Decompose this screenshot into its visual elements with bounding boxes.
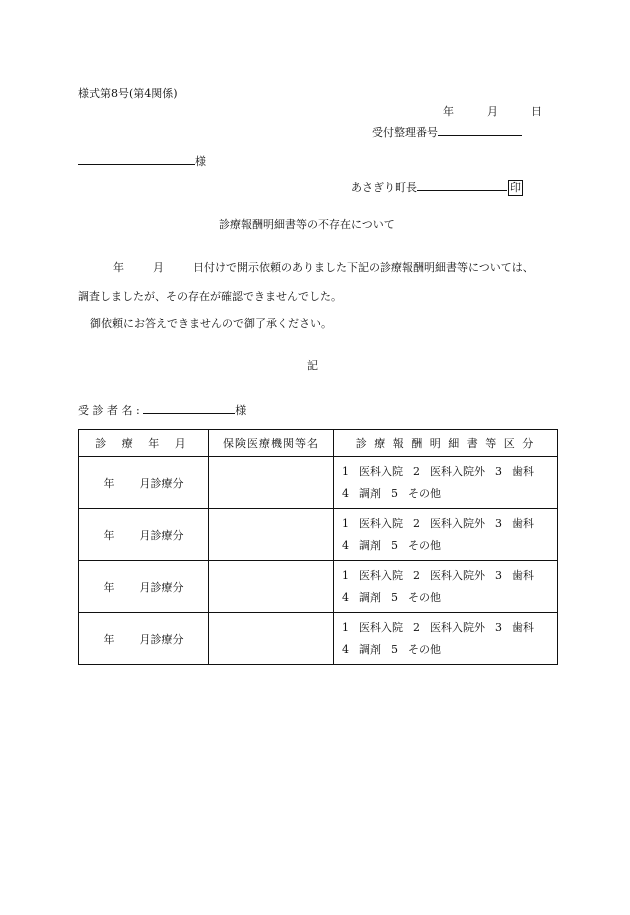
category-option: 医科入院 xyxy=(359,516,403,530)
reception-label: 受付整理番号 xyxy=(372,126,438,139)
category-option: 医科入院外 xyxy=(430,516,485,530)
date-day-label: 日 xyxy=(531,105,542,118)
category-number: 5 xyxy=(391,486,398,500)
category-number: 2 xyxy=(413,464,420,478)
reception-number xyxy=(372,124,522,138)
category-option: その他 xyxy=(408,590,441,604)
disclosure-table xyxy=(78,429,558,665)
category-line-2 xyxy=(334,483,557,505)
body-line-2: 調査しましたが、その存在が確認できませんでした。 xyxy=(78,290,342,303)
addressee-field[interactable] xyxy=(78,153,195,165)
category-number: 4 xyxy=(342,642,349,656)
body-line-3: 御依頼にお答えできませんので御了承ください。 xyxy=(90,317,332,330)
category-line-1 xyxy=(334,513,557,535)
category-option: 調剤 xyxy=(359,590,381,604)
patient-suffix: 様 xyxy=(235,404,247,417)
institution-cell[interactable] xyxy=(209,561,334,613)
category-line-1 xyxy=(334,617,557,639)
category-option: 医科入院 xyxy=(359,620,403,634)
mayor-label: あさぎり町長 xyxy=(351,181,417,194)
category-cell[interactable] xyxy=(334,509,558,561)
category-cell[interactable] xyxy=(334,561,558,613)
category-line-1 xyxy=(334,565,557,587)
category-number: 4 xyxy=(342,590,349,604)
institution-cell[interactable] xyxy=(209,613,334,665)
category-option: 歯科 xyxy=(512,464,534,478)
patient-line xyxy=(78,402,246,416)
document-title: 診療報酬明細書等の不存在について xyxy=(219,218,395,231)
addressee-suffix: 様 xyxy=(195,155,206,168)
category-option: 医科入院外 xyxy=(430,568,485,582)
category-option: その他 xyxy=(408,538,441,552)
mayor-signature-field[interactable] xyxy=(417,179,507,191)
body-year-label: 年 xyxy=(113,261,124,274)
patient-label: 受 診 者 名 : xyxy=(78,404,140,417)
body-line-1 xyxy=(113,262,534,273)
category-number: 5 xyxy=(391,590,398,604)
category-cell[interactable] xyxy=(334,613,558,665)
period-month-suffix: 月診療分 xyxy=(139,580,184,594)
mayor-line xyxy=(351,179,523,196)
category-number: 3 xyxy=(495,620,502,634)
category-option: 歯科 xyxy=(512,620,534,634)
period-year: 年 xyxy=(103,476,115,490)
period-month-suffix: 月診療分 xyxy=(139,528,184,542)
category-cell[interactable] xyxy=(334,457,558,509)
category-option: 医科入院外 xyxy=(430,464,485,478)
patient-name-field[interactable] xyxy=(143,402,235,414)
category-number: 1 xyxy=(342,464,349,478)
period-year: 年 xyxy=(103,632,115,646)
reception-number-field[interactable] xyxy=(438,124,522,136)
period-month-suffix: 月診療分 xyxy=(139,476,184,490)
category-line-1 xyxy=(334,461,557,483)
seal-box: 印 xyxy=(510,181,521,194)
category-option: 調剤 xyxy=(359,538,381,552)
category-number: 5 xyxy=(391,538,398,552)
date-year-label: 年 xyxy=(443,105,454,118)
category-option: 医科入院 xyxy=(359,464,403,478)
period-year: 年 xyxy=(103,528,115,542)
date-line xyxy=(443,106,542,117)
category-number: 3 xyxy=(495,516,502,530)
period-year: 年 xyxy=(103,580,115,594)
category-option: 歯科 xyxy=(512,516,534,530)
period-cell[interactable] xyxy=(79,613,209,665)
period-cell[interactable] xyxy=(79,561,209,613)
table-row xyxy=(79,457,558,509)
period-cell[interactable] xyxy=(79,457,209,509)
header-institution: 保険医療機関等名 xyxy=(209,430,334,457)
category-number: 3 xyxy=(495,568,502,582)
body-month-label: 月 xyxy=(153,261,164,274)
category-option: その他 xyxy=(408,486,441,500)
period-cell[interactable] xyxy=(79,509,209,561)
body-line-1-text: 日付けで開示依頼のありました下記の診療報酬明細書等については、 xyxy=(193,261,534,274)
period-month-suffix: 月診療分 xyxy=(139,632,184,646)
category-number: 1 xyxy=(342,568,349,582)
table-header-row xyxy=(79,430,558,457)
category-number: 4 xyxy=(342,486,349,500)
institution-cell[interactable] xyxy=(209,457,334,509)
category-number: 5 xyxy=(391,642,398,656)
form-number: 様式第8号(第4関係) xyxy=(78,87,178,100)
date-month-label: 月 xyxy=(487,105,498,118)
ki-heading: 記 xyxy=(307,359,318,372)
category-option: その他 xyxy=(408,642,441,656)
institution-cell[interactable] xyxy=(209,509,334,561)
category-number: 1 xyxy=(342,516,349,530)
category-number: 2 xyxy=(413,620,420,634)
table-row xyxy=(79,613,558,665)
category-number: 2 xyxy=(413,568,420,582)
category-option: 歯科 xyxy=(512,568,534,582)
category-option: 調剤 xyxy=(359,486,381,500)
header-period: 診 療 年 月 xyxy=(79,430,209,457)
category-option: 医科入院外 xyxy=(430,620,485,634)
category-option: 医科入院 xyxy=(359,568,403,582)
category-number: 3 xyxy=(495,464,502,478)
category-number: 4 xyxy=(342,538,349,552)
addressee-line xyxy=(78,153,206,167)
category-number: 2 xyxy=(413,516,420,530)
category-option: 調剤 xyxy=(359,642,381,656)
header-category: 診 療 報 酬 明 細 書 等 区 分 xyxy=(334,430,558,457)
table-row xyxy=(79,509,558,561)
table-row xyxy=(79,561,558,613)
category-number: 1 xyxy=(342,620,349,634)
category-line-2 xyxy=(334,639,557,661)
category-line-2 xyxy=(334,587,557,609)
category-line-2 xyxy=(334,535,557,557)
